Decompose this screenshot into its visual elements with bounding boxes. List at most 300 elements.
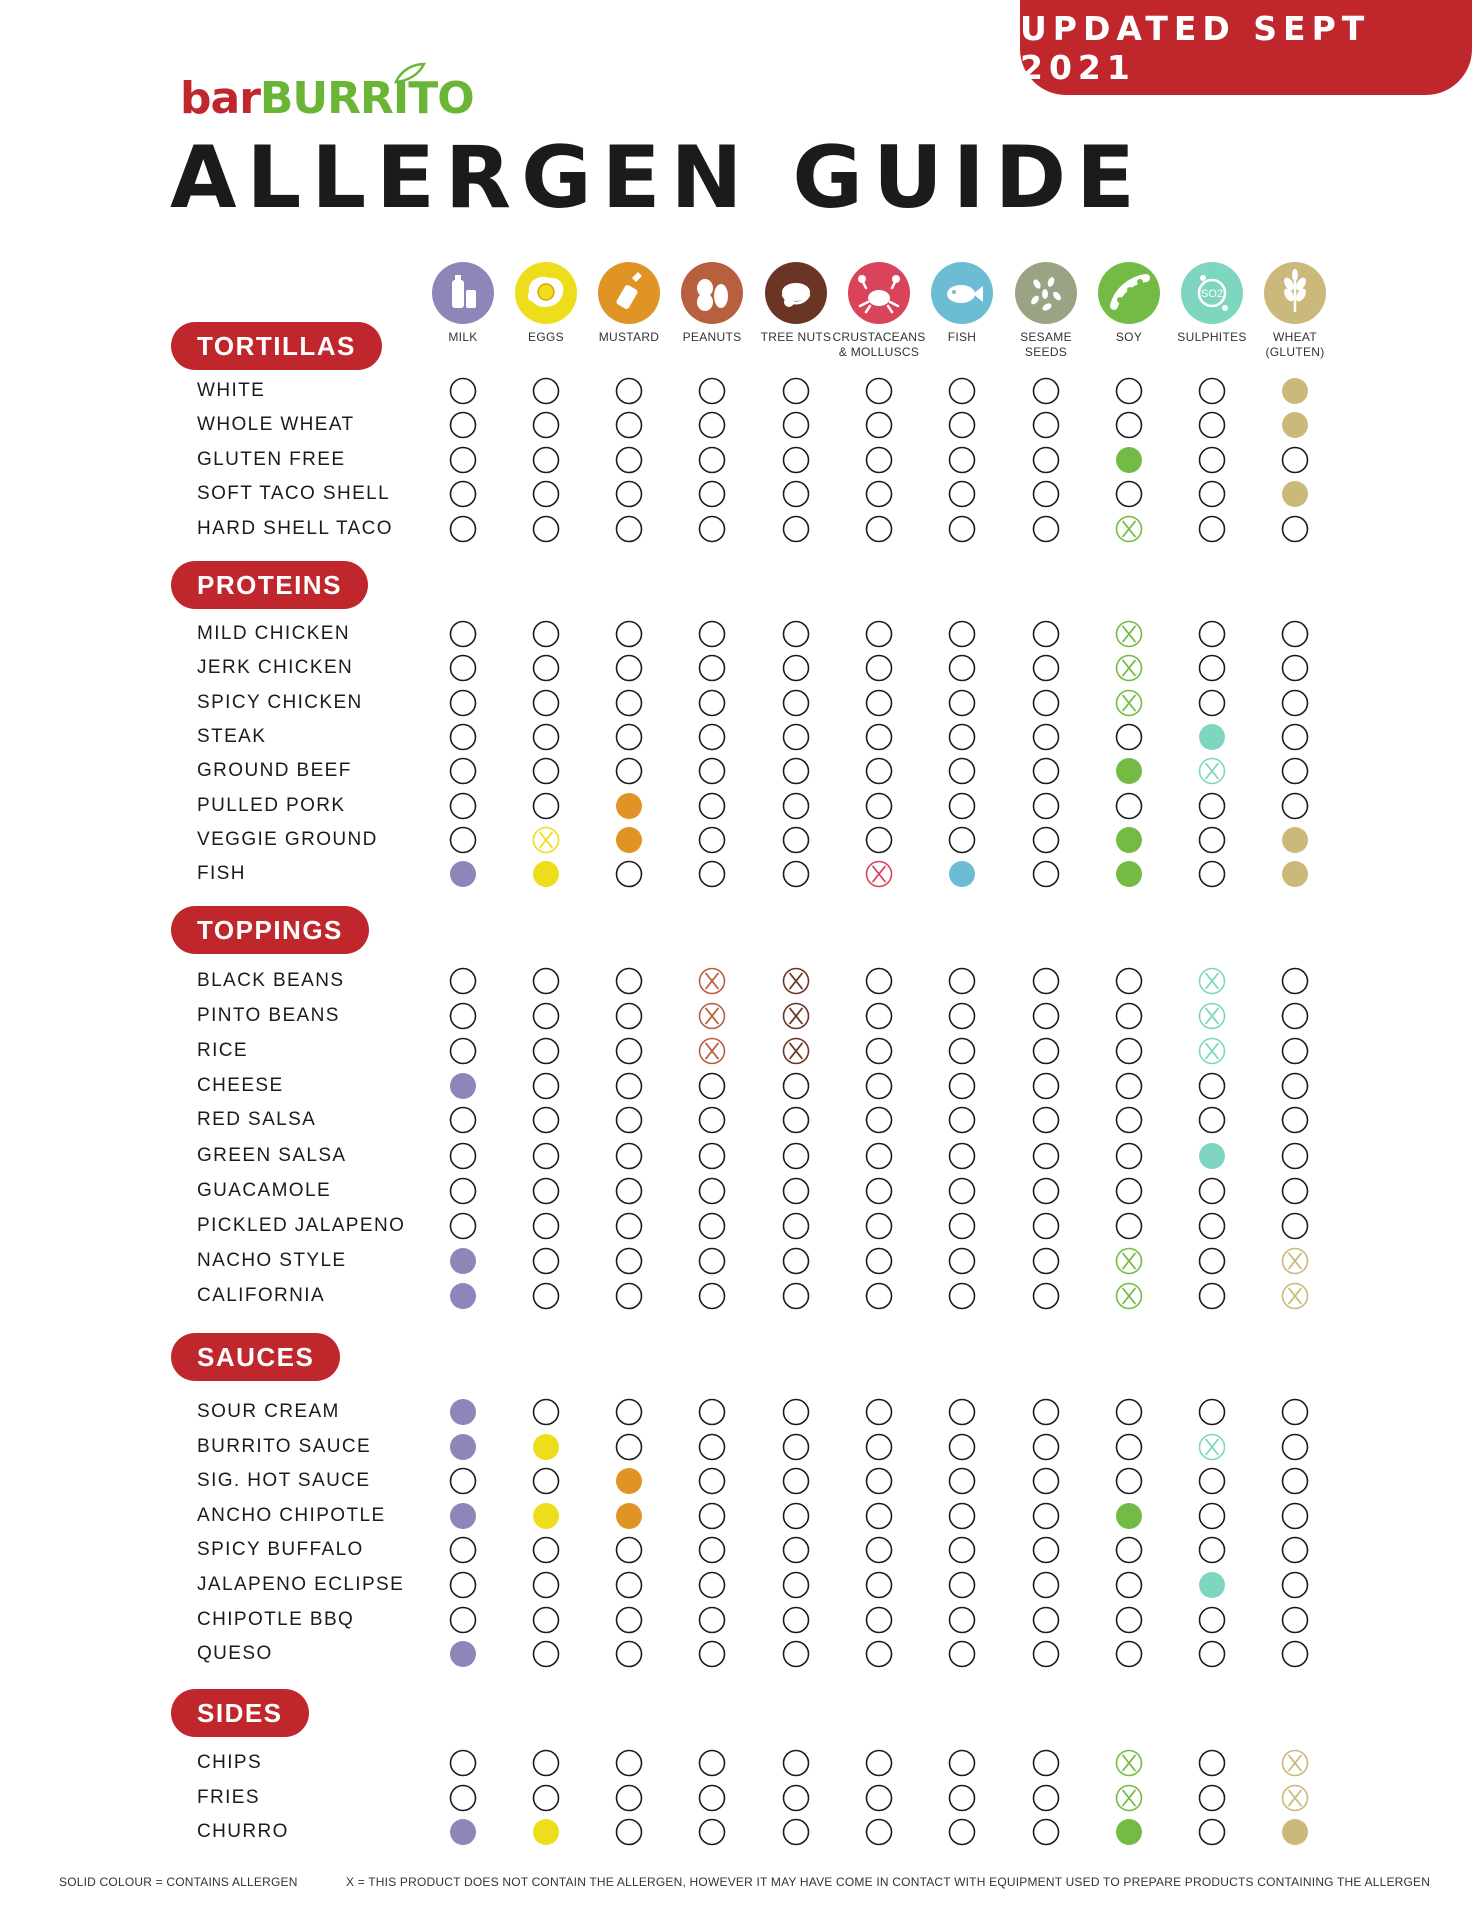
free-circle: [615, 757, 643, 785]
free-circle: [865, 1177, 893, 1205]
contains-dot: [615, 1467, 643, 1495]
free-circle: [865, 757, 893, 785]
contains-dot: [1115, 826, 1143, 854]
free-circle: [1032, 1072, 1060, 1100]
item-name: STEAK: [197, 726, 267, 747]
free-circle: [865, 826, 893, 854]
sulphites-icon: [1181, 262, 1243, 324]
free-circle: [782, 515, 810, 543]
free-circle: [948, 1002, 976, 1030]
free-circle: [782, 1571, 810, 1599]
free-circle: [1115, 967, 1143, 995]
free-circle: [1198, 1749, 1226, 1777]
item-name: ANCHO CHIPOTLE: [197, 1505, 386, 1526]
contains-dot: [1198, 1571, 1226, 1599]
free-circle: [948, 1749, 976, 1777]
free-circle: [698, 620, 726, 648]
item-name: RICE: [197, 1040, 248, 1061]
item-name: JERK CHICKEN: [197, 657, 354, 678]
logo-bar-text: bar: [180, 73, 260, 124]
free-circle: [782, 792, 810, 820]
free-circle: [865, 1536, 893, 1564]
free-circle: [948, 515, 976, 543]
section-sides: [171, 1689, 309, 1737]
free-circle: [1198, 1640, 1226, 1668]
free-circle: [865, 967, 893, 995]
free-circle: [1198, 1467, 1226, 1495]
free-circle: [698, 1502, 726, 1530]
free-circle: [532, 1536, 560, 1564]
free-circle: [865, 1467, 893, 1495]
free-circle: [532, 1467, 560, 1495]
free-circle: [1198, 1502, 1226, 1530]
free-circle: [615, 967, 643, 995]
contains-dot: [615, 826, 643, 854]
free-circle: [865, 446, 893, 474]
free-circle: [948, 1037, 976, 1065]
item-name: GUACAMOLE: [197, 1180, 332, 1201]
item-name: RED SALSA: [197, 1109, 317, 1130]
free-circle: [1115, 792, 1143, 820]
free-circle: [532, 723, 560, 751]
free-circle: [1281, 689, 1309, 717]
cross-contact-mark: [1198, 1002, 1226, 1030]
free-circle: [1032, 860, 1060, 888]
free-circle: [948, 1247, 976, 1275]
contains-dot: [1281, 826, 1309, 854]
free-circle: [1281, 1467, 1309, 1495]
cross-contact-mark: [532, 826, 560, 854]
free-circle: [532, 967, 560, 995]
free-circle: [615, 1177, 643, 1205]
item-name: HARD SHELL TACO: [197, 518, 393, 539]
milk-bottle-icon: [432, 262, 494, 324]
free-circle: [865, 1818, 893, 1846]
column-label-line: MILK: [448, 330, 478, 344]
free-circle: [1198, 515, 1226, 543]
free-circle: [782, 480, 810, 508]
free-circle: [1198, 411, 1226, 439]
free-circle: [948, 1571, 976, 1599]
column-label-line: CRUSTACEANS: [832, 330, 926, 344]
free-circle: [1115, 1106, 1143, 1134]
free-circle: [1032, 826, 1060, 854]
free-circle: [615, 1640, 643, 1668]
column-label-crustaceans: [831, 330, 927, 360]
free-circle: [698, 1571, 726, 1599]
free-circle: [865, 1784, 893, 1812]
item-name: FRIES: [197, 1787, 260, 1808]
free-circle: [532, 1247, 560, 1275]
free-circle: [1281, 757, 1309, 785]
free-circle: [1281, 1072, 1309, 1100]
free-circle: [1281, 1640, 1309, 1668]
free-circle: [532, 1142, 560, 1170]
contains-dot: [449, 1502, 477, 1530]
free-circle: [1281, 1142, 1309, 1170]
contains-dot: [449, 1247, 477, 1275]
free-circle: [1198, 860, 1226, 888]
mustard-bottle-icon: [598, 262, 660, 324]
free-circle: [1281, 620, 1309, 648]
free-circle: [1198, 1212, 1226, 1240]
column-label-milk: [415, 330, 511, 345]
cross-contact-mark: [1115, 654, 1143, 682]
cross-contact-mark: [782, 1037, 810, 1065]
free-circle: [782, 377, 810, 405]
free-circle: [698, 1282, 726, 1310]
free-circle: [1032, 515, 1060, 543]
section-proteins: [171, 561, 368, 609]
free-circle: [865, 792, 893, 820]
free-circle: [782, 1606, 810, 1634]
item-name: GROUND BEEF: [197, 760, 352, 781]
free-circle: [948, 411, 976, 439]
free-circle: [782, 860, 810, 888]
item-name: PINTO BEANS: [197, 1005, 340, 1026]
free-circle: [698, 446, 726, 474]
column-label-line: WHEAT: [1273, 330, 1317, 344]
free-circle: [449, 1106, 477, 1134]
free-circle: [1032, 1502, 1060, 1530]
column-label-wheat: [1247, 330, 1343, 360]
free-circle: [948, 792, 976, 820]
free-circle: [782, 1784, 810, 1812]
free-circle: [865, 689, 893, 717]
free-circle: [1115, 411, 1143, 439]
free-circle: [1032, 1784, 1060, 1812]
free-circle: [532, 1177, 560, 1205]
item-name: CHIPOTLE BBQ: [197, 1609, 355, 1630]
column-label-sulphites: [1164, 330, 1260, 345]
free-circle: [1198, 480, 1226, 508]
free-circle: [1198, 1072, 1226, 1100]
cross-contact-mark: [1115, 1282, 1143, 1310]
free-circle: [1115, 1398, 1143, 1426]
item-name: WHITE: [197, 380, 266, 401]
contains-dot: [948, 860, 976, 888]
free-circle: [948, 1398, 976, 1426]
free-circle: [865, 1037, 893, 1065]
free-circle: [782, 1142, 810, 1170]
free-circle: [948, 1640, 976, 1668]
section-title: TOPPINGS: [197, 914, 343, 945]
free-circle: [698, 377, 726, 405]
free-circle: [615, 1784, 643, 1812]
column-label-line: SOY: [1115, 330, 1143, 344]
free-circle: [865, 515, 893, 543]
contains-dot: [449, 1640, 477, 1668]
free-circle: [449, 446, 477, 474]
contains-dot: [449, 1398, 477, 1426]
free-circle: [1281, 1536, 1309, 1564]
column-label-line: SULPHITES: [1177, 330, 1247, 344]
item-name: JALAPENO ECLIPSE: [197, 1574, 405, 1595]
contains-dot: [1281, 377, 1309, 405]
free-circle: [865, 620, 893, 648]
free-circle: [615, 1749, 643, 1777]
contains-dot: [1115, 860, 1143, 888]
cross-contact-mark: [1281, 1247, 1309, 1275]
contains-dot: [532, 1433, 560, 1461]
free-circle: [782, 1818, 810, 1846]
free-circle: [782, 689, 810, 717]
free-circle: [1198, 1247, 1226, 1275]
free-circle: [615, 411, 643, 439]
free-circle: [1032, 1398, 1060, 1426]
free-circle: [1115, 1640, 1143, 1668]
free-circle: [1032, 1212, 1060, 1240]
free-circle: [1115, 723, 1143, 751]
free-circle: [865, 1142, 893, 1170]
free-circle: [449, 620, 477, 648]
contains-dot: [615, 792, 643, 820]
free-circle: [782, 1106, 810, 1134]
item-name: FISH: [197, 863, 246, 884]
free-circle: [782, 1398, 810, 1426]
logo-burrito-text: BURRITO: [259, 73, 474, 124]
free-circle: [449, 1212, 477, 1240]
item-name: PULLED PORK: [197, 795, 346, 816]
free-circle: [449, 1606, 477, 1634]
free-circle: [1115, 1072, 1143, 1100]
free-circle: [1032, 1749, 1060, 1777]
item-name: PICKLED JALAPENO: [197, 1215, 406, 1236]
cross-contact-mark: [865, 860, 893, 888]
free-circle: [948, 757, 976, 785]
contains-dot: [1115, 446, 1143, 474]
item-name: BLACK BEANS: [197, 970, 345, 991]
free-circle: [532, 1606, 560, 1634]
cross-contact-mark: [1115, 689, 1143, 717]
free-circle: [449, 515, 477, 543]
free-circle: [1032, 1002, 1060, 1030]
free-circle: [1032, 1106, 1060, 1134]
free-circle: [1281, 1398, 1309, 1426]
logo-leaf-icon: [392, 62, 426, 86]
free-circle: [782, 411, 810, 439]
free-circle: [615, 1536, 643, 1564]
free-circle: [948, 1177, 976, 1205]
free-circle: [1198, 1818, 1226, 1846]
free-circle: [615, 1433, 643, 1461]
free-circle: [449, 480, 477, 508]
free-circle: [449, 654, 477, 682]
free-circle: [698, 1212, 726, 1240]
column-label-line: MUSTARD: [598, 330, 660, 344]
section-title: SAUCES: [197, 1341, 315, 1372]
free-circle: [449, 792, 477, 820]
free-circle: [449, 1002, 477, 1030]
free-circle: [1198, 1177, 1226, 1205]
free-circle: [782, 1640, 810, 1668]
free-circle: [449, 689, 477, 717]
free-circle: [1281, 967, 1309, 995]
free-circle: [1115, 1606, 1143, 1634]
free-circle: [1198, 1536, 1226, 1564]
free-circle: [615, 480, 643, 508]
free-circle: [615, 1002, 643, 1030]
free-circle: [865, 1398, 893, 1426]
free-circle: [615, 1247, 643, 1275]
free-circle: [698, 1818, 726, 1846]
section-title: SIDES: [197, 1697, 283, 1728]
free-circle: [1115, 1002, 1143, 1030]
free-circle: [1281, 1502, 1309, 1530]
free-circle: [449, 967, 477, 995]
free-circle: [449, 1142, 477, 1170]
free-circle: [532, 689, 560, 717]
item-name: WHOLE WHEAT: [197, 414, 355, 435]
free-circle: [948, 377, 976, 405]
free-circle: [948, 480, 976, 508]
free-circle: [865, 1212, 893, 1240]
free-circle: [698, 860, 726, 888]
contains-dot: [449, 1072, 477, 1100]
free-circle: [532, 654, 560, 682]
column-label-eggs: [498, 330, 594, 345]
contains-dot: [1281, 411, 1309, 439]
free-circle: [1032, 1606, 1060, 1634]
column-label-line: (GLUTEN): [1265, 345, 1325, 359]
free-circle: [449, 411, 477, 439]
free-circle: [948, 1606, 976, 1634]
item-name: CALIFORNIA: [197, 1285, 326, 1306]
free-circle: [532, 480, 560, 508]
free-circle: [615, 1571, 643, 1599]
free-circle: [782, 1502, 810, 1530]
free-circle: [865, 480, 893, 508]
free-circle: [948, 1106, 976, 1134]
free-circle: [698, 1177, 726, 1205]
free-circle: [532, 411, 560, 439]
section-title: TORTILLAS: [197, 330, 356, 361]
column-label-peanuts: [664, 330, 760, 345]
free-circle: [698, 1433, 726, 1461]
free-circle: [698, 1247, 726, 1275]
free-circle: [865, 1072, 893, 1100]
contains-dot: [1281, 860, 1309, 888]
free-circle: [615, 1398, 643, 1426]
free-circle: [698, 1106, 726, 1134]
free-circle: [948, 1536, 976, 1564]
free-circle: [615, 1282, 643, 1310]
sesame-seeds-icon: [1015, 262, 1077, 324]
legend-solid-colour: SOLID COLOUR = CONTAINS ALLERGEN: [59, 1875, 298, 1889]
free-circle: [1281, 1106, 1309, 1134]
free-circle: [1032, 480, 1060, 508]
column-label-line: PEANUTS: [682, 330, 742, 344]
free-circle: [1281, 1037, 1309, 1065]
free-circle: [1115, 1142, 1143, 1170]
column-label-soy: [1081, 330, 1177, 345]
free-circle: [449, 723, 477, 751]
cross-contact-mark: [1281, 1784, 1309, 1812]
free-circle: [698, 1640, 726, 1668]
free-circle: [615, 654, 643, 682]
free-circle: [948, 1784, 976, 1812]
free-circle: [782, 620, 810, 648]
column-label-fish: [914, 330, 1010, 345]
free-circle: [698, 1142, 726, 1170]
free-circle: [782, 1433, 810, 1461]
free-circle: [1281, 1212, 1309, 1240]
column-label-line: TREE NUTS: [760, 330, 832, 344]
free-circle: [865, 1640, 893, 1668]
cross-contact-mark: [1115, 1749, 1143, 1777]
free-circle: [698, 1467, 726, 1495]
free-circle: [615, 1072, 643, 1100]
cross-contact-mark: [1115, 1784, 1143, 1812]
free-circle: [782, 1177, 810, 1205]
free-circle: [698, 1536, 726, 1564]
free-circle: [532, 1784, 560, 1812]
free-circle: [865, 1502, 893, 1530]
item-name: MILD CHICKEN: [197, 623, 350, 644]
contains-dot: [532, 860, 560, 888]
item-name: VEGGIE GROUND: [197, 829, 378, 850]
contains-dot: [532, 1818, 560, 1846]
wheat-icon: [1264, 262, 1326, 324]
free-circle: [948, 620, 976, 648]
cross-contact-mark: [782, 967, 810, 995]
peanut-icon: [681, 262, 743, 324]
free-circle: [532, 1212, 560, 1240]
svg-text:SO2: SO2: [1200, 288, 1224, 300]
free-circle: [865, 1606, 893, 1634]
cross-contact-mark: [1281, 1282, 1309, 1310]
item-name: SPICY BUFFALO: [197, 1539, 364, 1560]
free-circle: [782, 446, 810, 474]
item-name: SIG. HOT SAUCE: [197, 1470, 371, 1491]
free-circle: [1198, 1106, 1226, 1134]
free-circle: [698, 1398, 726, 1426]
contains-dot: [1281, 1818, 1309, 1846]
free-circle: [1198, 654, 1226, 682]
free-circle: [948, 689, 976, 717]
free-circle: [948, 826, 976, 854]
free-circle: [615, 620, 643, 648]
cross-contact-mark: [1198, 757, 1226, 785]
free-circle: [948, 654, 976, 682]
free-circle: [1115, 1433, 1143, 1461]
free-circle: [782, 1467, 810, 1495]
item-name: NACHO STYLE: [197, 1250, 347, 1271]
free-circle: [1198, 689, 1226, 717]
free-circle: [698, 654, 726, 682]
column-label-sesame: [998, 330, 1094, 360]
contains-dot: [1281, 480, 1309, 508]
item-name: BURRITO SAUCE: [197, 1436, 372, 1457]
item-name: GREEN SALSA: [197, 1145, 347, 1166]
free-circle: [1032, 792, 1060, 820]
free-circle: [532, 1398, 560, 1426]
free-circle: [1032, 1247, 1060, 1275]
column-label-line: SEEDS: [1024, 345, 1068, 359]
free-circle: [532, 1571, 560, 1599]
free-circle: [1115, 1536, 1143, 1564]
page-title: ALLERGEN GUIDE: [170, 128, 1145, 228]
free-circle: [698, 411, 726, 439]
free-circle: [615, 1037, 643, 1065]
free-circle: [449, 826, 477, 854]
free-circle: [865, 1571, 893, 1599]
free-circle: [1032, 411, 1060, 439]
free-circle: [615, 1212, 643, 1240]
cross-contact-mark: [1115, 620, 1143, 648]
column-label-line: EGGS: [528, 330, 564, 344]
free-circle: [948, 1433, 976, 1461]
